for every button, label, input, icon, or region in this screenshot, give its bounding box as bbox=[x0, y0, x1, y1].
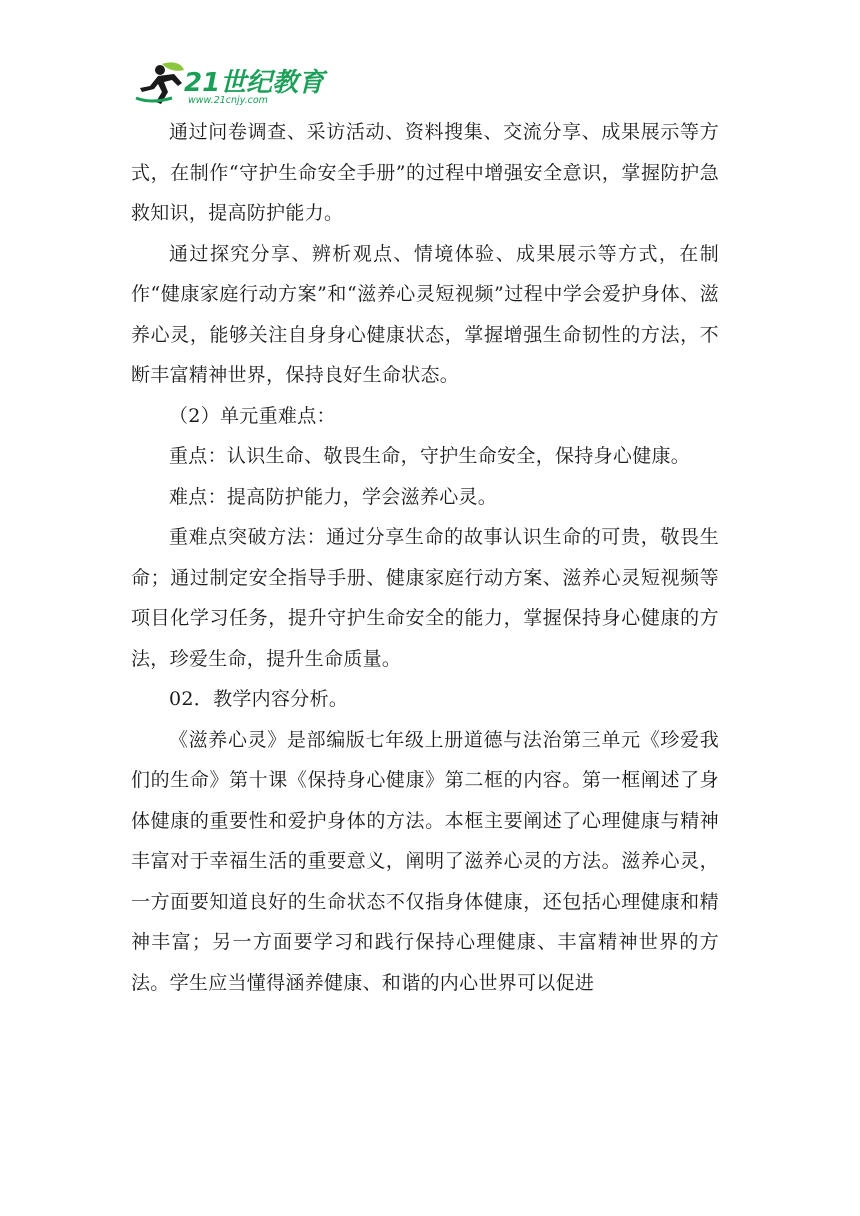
site-logo bbox=[132, 58, 325, 106]
document-body bbox=[131, 112, 719, 1003]
logo-runner-icon bbox=[132, 58, 325, 106]
paragraph-1: 通过问卷调查、采访活动、资料搜集、交流分享、成果展示等方式，在制作“守护生命安全手册”的过程中增强安全意识，掌握防护急救知识，提高防护能力。 bbox=[131, 121, 719, 224]
paragraph-difficult-points: 难点：提高防护能力，学会滋养心灵。 bbox=[169, 485, 498, 508]
paragraph-content-analysis: 《滋养心灵》是部编版七年级上册道德与法治第三单元《珍爱我们的生命》第十课《保持身心健康》第二框的内容。第一框阐述了身体健康的重要性和爱护身体的方法。本框主要阐述了心理健康与精神丰富对于幸福生活的重要意义，阐明了滋养心灵的方法。滋养心灵，一方面要知道良好的生命状态不仅指身体健康，还包括心理健康和精神丰富；另一方面要学习和践行保持心理健康、丰富精神世界的方法。学生应当懂得涵养健康、和谐的内心世界可以促进 bbox=[131, 728, 719, 994]
paragraph-2: 通过探究分享、辨析观点、情境体验、成果展示等方式，在制作“健康家庭行动方案”和“滋养心灵短视频”过程中学会爱护身体、滋养心灵，能够关注自身身心健康状态，掌握增强生命韧性的方法，不断丰富精神世界，保持良好生命状态。 bbox=[131, 242, 719, 386]
logo-text: 21世纪教育 bbox=[184, 68, 325, 98]
paragraph-key-points: 重点：认识生命、敬畏生命，守护生命安全，保持身心健康。 bbox=[169, 445, 691, 467]
paragraph-breakthrough-methods: 重难点突破方法：通过分享生命的故事认识生命的可贵，敬畏生命；通过制定安全指导手册、健康家庭行动方案、滋养心灵短视频等项目化学习任务，提升守护生命安全的能力，掌握保持身心健康的方法，珍爱生命，提升生命质量。 bbox=[131, 526, 719, 670]
section-heading-difficulties: （2）单元重难点： bbox=[169, 404, 336, 427]
logo-url-text: www.21cnjy.com bbox=[188, 95, 268, 106]
section-heading-content-analysis: 02．教学内容分析。 bbox=[169, 688, 349, 710]
